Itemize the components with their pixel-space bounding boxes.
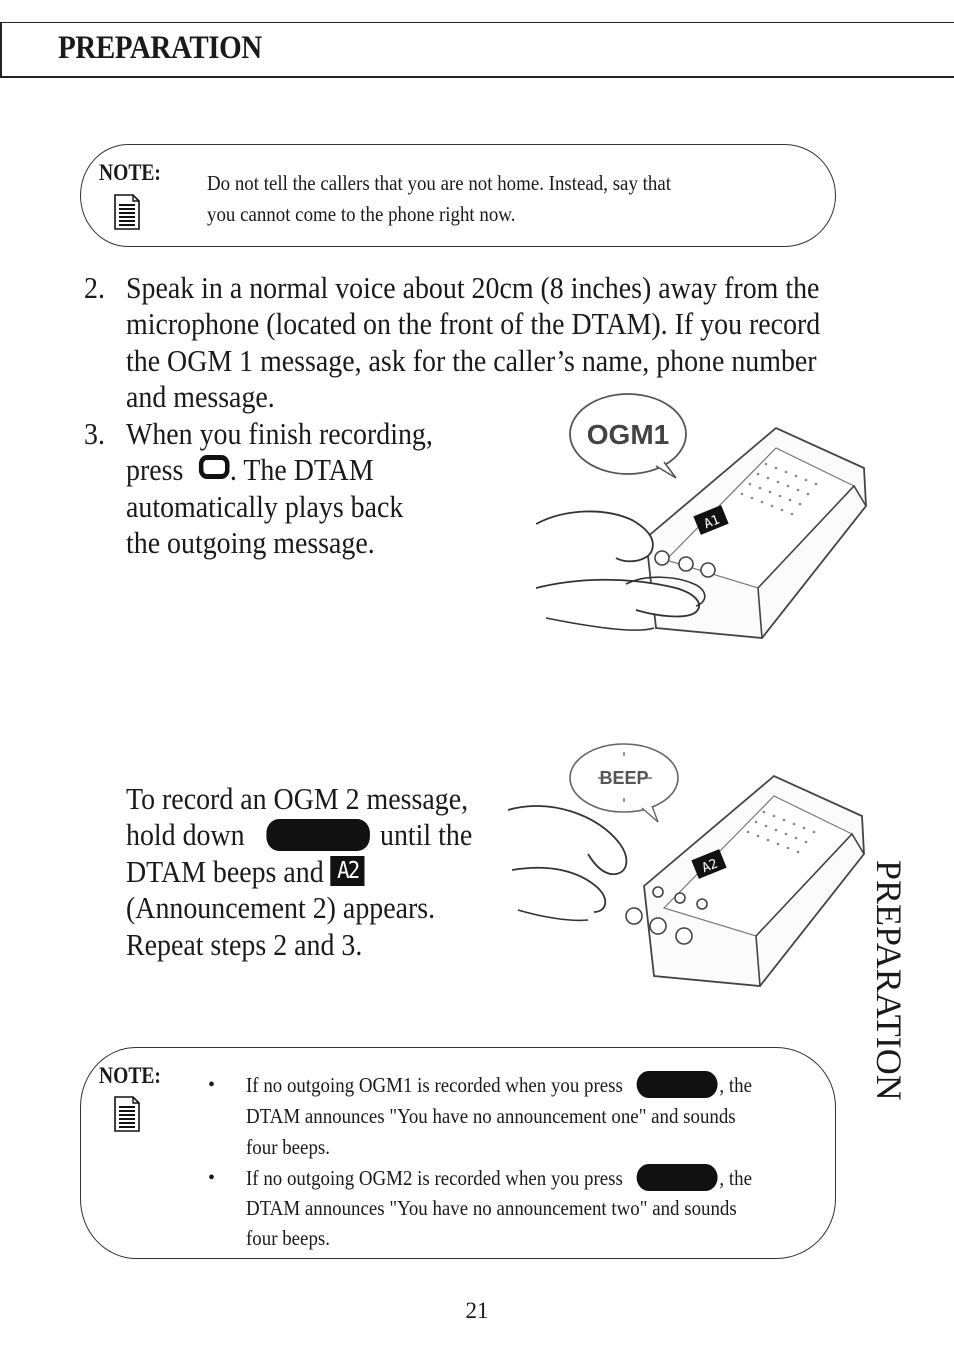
ogm2-hold-text: hold down <box>126 817 245 852</box>
step3-press-text: press <box>126 452 184 487</box>
ogm2-line-5: Repeat steps 2 and 3. <box>126 927 363 962</box>
b2-text-before: If no outgoing OGM2 is recorded when you press <box>246 1166 623 1190</box>
step2-line-1: Speak in a normal voice about 20cm (8 inches) away from the <box>126 270 820 305</box>
header-rule-top <box>0 22 954 23</box>
display-readout: A2 <box>699 856 721 877</box>
ogm2-button-icon <box>637 1164 718 1191</box>
page-number: 21 <box>465 1298 489 1323</box>
side-section-label: PREPARATION <box>869 860 909 1101</box>
b1-text-before: If no outgoing OGM1 is recorded when you press <box>246 1073 623 1097</box>
step2-line-4: and message. <box>126 379 275 414</box>
ogm2-line-4: (Announcement 2) appears. <box>126 890 436 925</box>
step2-number: 2. <box>84 270 105 305</box>
ogm1-bubble-label: OGM1 <box>586 419 670 450</box>
note-bottom-b2-line-3: four beeps. <box>246 1226 330 1250</box>
note-top-line-2: you cannot come to the phone right now. <box>207 202 516 226</box>
step3-dtam-text: . The DTAM <box>229 452 374 487</box>
b1-text-after: , the <box>719 1073 752 1097</box>
display-readout: A1 <box>701 512 723 533</box>
note-bottom-b2-line-1 <box>246 1163 752 1194</box>
step3-line-4: the outgoing message. <box>126 525 375 560</box>
step2-line-3: the OGM 1 message, ask for the caller’s name, phone number <box>126 343 817 378</box>
stop-button-icon <box>199 455 230 479</box>
ogm1-button-icon <box>637 1071 718 1098</box>
note-label-bottom: NOTE: <box>99 1063 161 1088</box>
step3-line-2 <box>126 452 374 489</box>
note-bottom-b2-line-2: DTAM announces "You have no announcement two" and sounds <box>246 1196 737 1220</box>
step3-line-3: automatically plays back <box>126 489 404 524</box>
ogm2-line-1: To record an OGM 2 message, <box>126 781 469 816</box>
ogm2-line-2 <box>126 817 472 854</box>
step3-number: 3. <box>84 416 105 451</box>
a2-display-icon: A2 <box>331 856 365 886</box>
header-rule-bottom <box>0 76 954 78</box>
ogm2-beeps-text: DTAM beeps and <box>126 854 324 889</box>
ogm2-line-3 <box>126 854 365 891</box>
note-bottom-b1-line-1 <box>246 1070 752 1101</box>
dtam-ogm1-illustration <box>536 388 876 676</box>
bullet-dot: • <box>208 1167 216 1189</box>
note-bottom-b1-line-3: four beeps. <box>246 1135 330 1159</box>
note-icon <box>114 194 140 230</box>
b2-text-after: , the <box>719 1166 752 1190</box>
ogm2-button-icon <box>266 819 370 851</box>
page-header-title: PREPARATION <box>58 30 262 66</box>
note-icon <box>114 1096 140 1132</box>
beep-bubble-label: BEEP <box>599 768 649 788</box>
bullet-dot: • <box>208 1074 216 1096</box>
header-left-border <box>0 22 2 77</box>
step3-line-1: When you finish recording, <box>126 416 433 451</box>
step2-line-2: microphone (located on the front of the DTAM). If you record <box>126 306 821 341</box>
note-label-top: NOTE: <box>99 160 161 185</box>
ogm2-until-text: until the <box>380 817 473 852</box>
dtam-beep-illustration <box>508 740 872 1000</box>
note-bottom-b1-line-2: DTAM announces "You have no announcement one" and sounds <box>246 1104 736 1128</box>
note-top-line-1: Do not tell the callers that you are not home. Instead, say that <box>207 171 671 195</box>
